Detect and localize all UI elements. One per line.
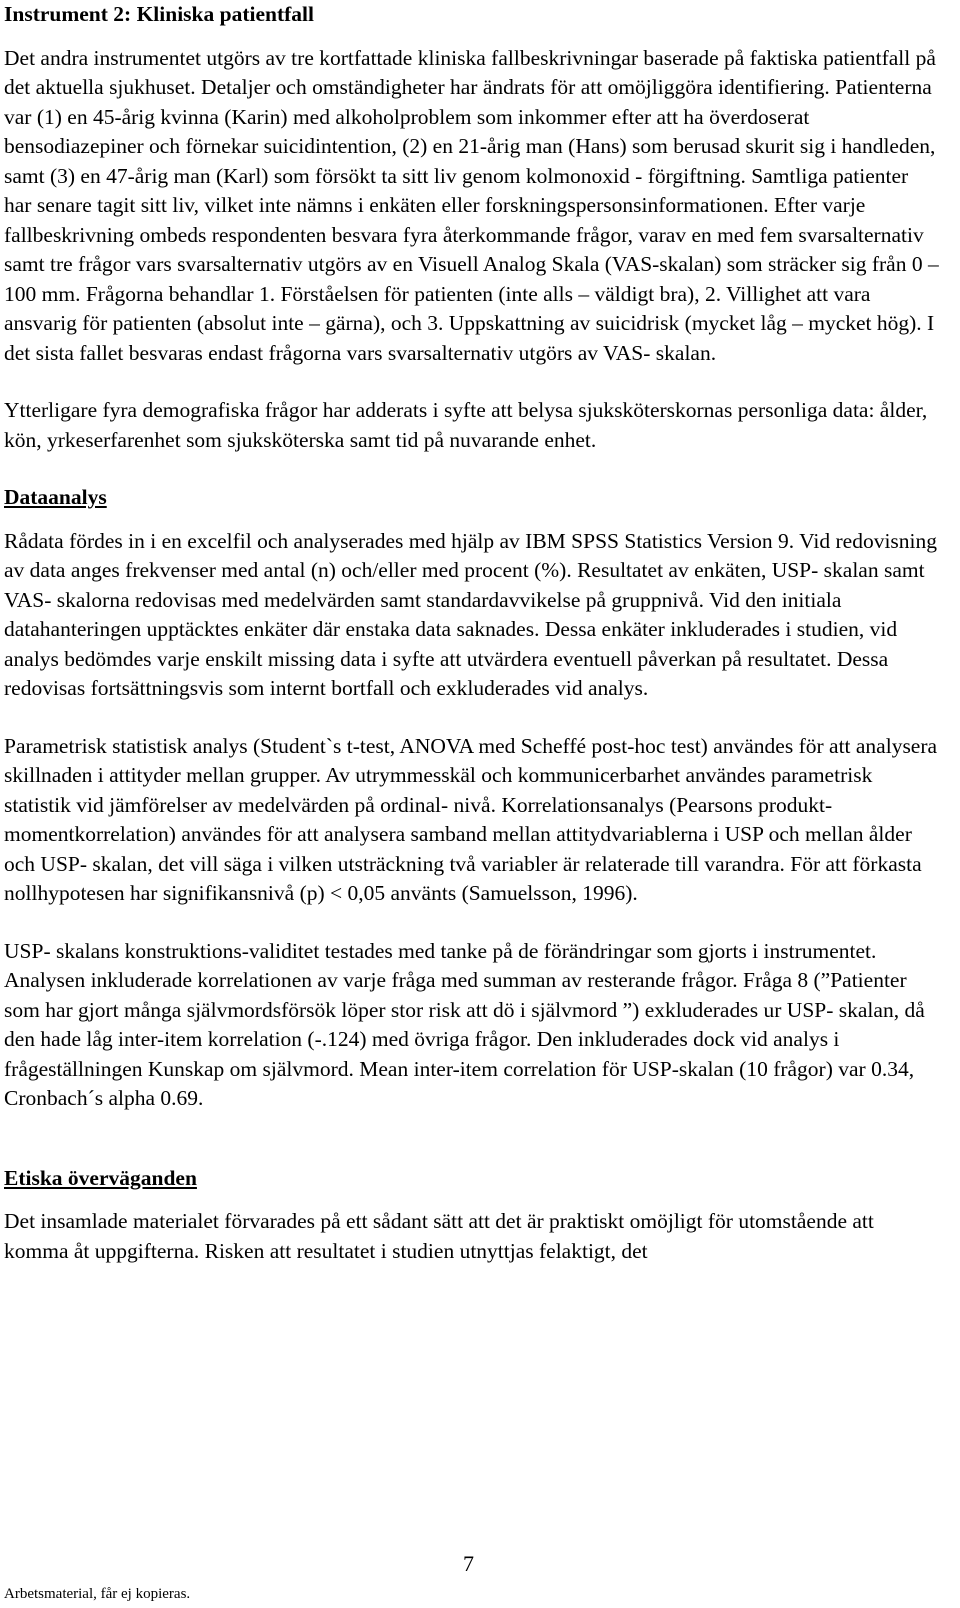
spacer [4, 704, 940, 732]
spacer [4, 368, 940, 396]
spacer [4, 1193, 940, 1207]
spacer [4, 909, 940, 937]
spacer [4, 30, 940, 44]
spacer [4, 455, 940, 483]
spacer [4, 513, 940, 527]
paragraph-raw-data: Rådata fördes in i en excelfil och analyserades med hjälp av IBM SPSS Statistics Version 9. Vid redovisning av data anges frekvenser med antal (n) och/eller med procent (%). Resultatet av enkäten, USP- skalan samt VAS- skalorna redovisas med medelvärden samt standardavvikelse på gruppnivå. Vid den initiala datahanteringen upptäcktes enkäter där enstaka data saknades. Dessa enkäter inkluderades i studien, vid analys bedömdes varje enskilt missing data i syfte att utvärdera eventuell påverkan på resultatet. Dessa redovisas fortsättningsvis som internt bortfall och exkluderades vid analys. [4, 528, 938, 700]
section-heading-instrument-2: Instrument 2: Kliniska patientfall [4, 2, 314, 26]
paragraph-ethics: Det insamlade materialet förvarades på ett sådant sätt att det är praktiskt omöjligt för utomstående att komma åt uppgifterna. Risken att resultatet i studien utnyttjas felaktigt, det [4, 1209, 874, 1263]
spacer [4, 1114, 940, 1164]
footer-note: Arbetsmaterial, får ej kopieras. [4, 1586, 191, 1602]
paragraph-instrument-description: Det andra instrumentet utgörs av tre kortfattade kliniska fallbeskrivningar baserade på faktiska patientfall på det aktuella sjukhuset. Detaljer och omständigheter har ändrats för att omöjliggöra identifiering. Patienterna var (1) en 45-årig kvinna (Karin) med alkoholproblem som inkommer efter att ha överdoserat bensodiazepiner och förnekar suicidintention, (2) en 21-årig man (Hans) som berusad skurit sig i handleden, samt (3) en 47-årig man (Karl) som försökt ta sitt liv genom kolmonoxid - förgiftning. Samtliga patienter har senare tagit sitt liv, vilket inte nämns i enkäten eller forskningspersonsinformationen. Efter varje fallbeskrivning ombeds respondenten besvara fyra återkommande frågor, varav en med fem svarsalternativ samt tre frågor vars svarsalternativ utgörs av en Visuell Analog Skala (VAS-skalan) som sträcker sig från 0 – 100 mm. Frågorna behandlar 1. Förståelsen för patienten (inte alls – väldigt bra), 2. Villighet att vara ansvarig för patienten (absolut inte – gärna), och 3. Uppskattning av suicidrisk (mycket låg – mycket hög). I det sista fallet besvaras endast frågorna vars svarsalternativ utgörs av VAS- skalan. [4, 45, 939, 365]
page-number: 7 [463, 1551, 474, 1576]
section-heading-etiska: Etiska överväganden [4, 1165, 197, 1190]
paragraph-parametric-analysis: Parametrisk statistisk analys (Student`s t-test, ANOVA med Scheffé post-hoc test) användes för att analysera skillnaden i attityder mellan grupper. Av utrymmesskäl och kommunicerbarhet användes parametrisk statistik vid jämförelser av medelvärden på ordinal- nivå. Korrelationsanalys (Pearsons produkt- momentkorrelation) användes för att analysera samband mellan attitydvariablerna i USP och mellan ålder och USP- skalan, det vill säga i vilken utsträckning två variabler är relaterade till varandra. För att förkasta nollhypotesen har signifikansnivå (p) < 0,05 använts (Samuelsson, 1996). [4, 733, 938, 905]
section-heading-dataanalys: Dataanalys [4, 485, 107, 509]
paragraph-demographics: Ytterligare fyra demografiska frågor har adderats i syfte att belysa sjuksköterskornas personliga data: ålder, kön, yrkeserfarenhet som sjuksköterska samt tid på nuvarande enhet. [4, 398, 928, 452]
paragraph-usp-validity: USP- skalans konstruktions-validitet testades med tanke på de förändringar som gjorts i instrumentet. Analysen inkluderade korrelationen av varje fråga med summan av resterande frågor. Fråga 8 (”Patienter som har gjort många självmordsförsök löper stor risk att dö i självmord ”) exkluderades ur USP- skalan, då den hade låg inter-item korrelation (-.124) med övriga frågor. Den inkluderades dock vid analys i frågeställningen Kunskap om självmord. Mean inter-item correlation för USP-skalan (10 frågor) var 0.34, Cronbach´s alpha 0.69. [4, 938, 925, 1110]
